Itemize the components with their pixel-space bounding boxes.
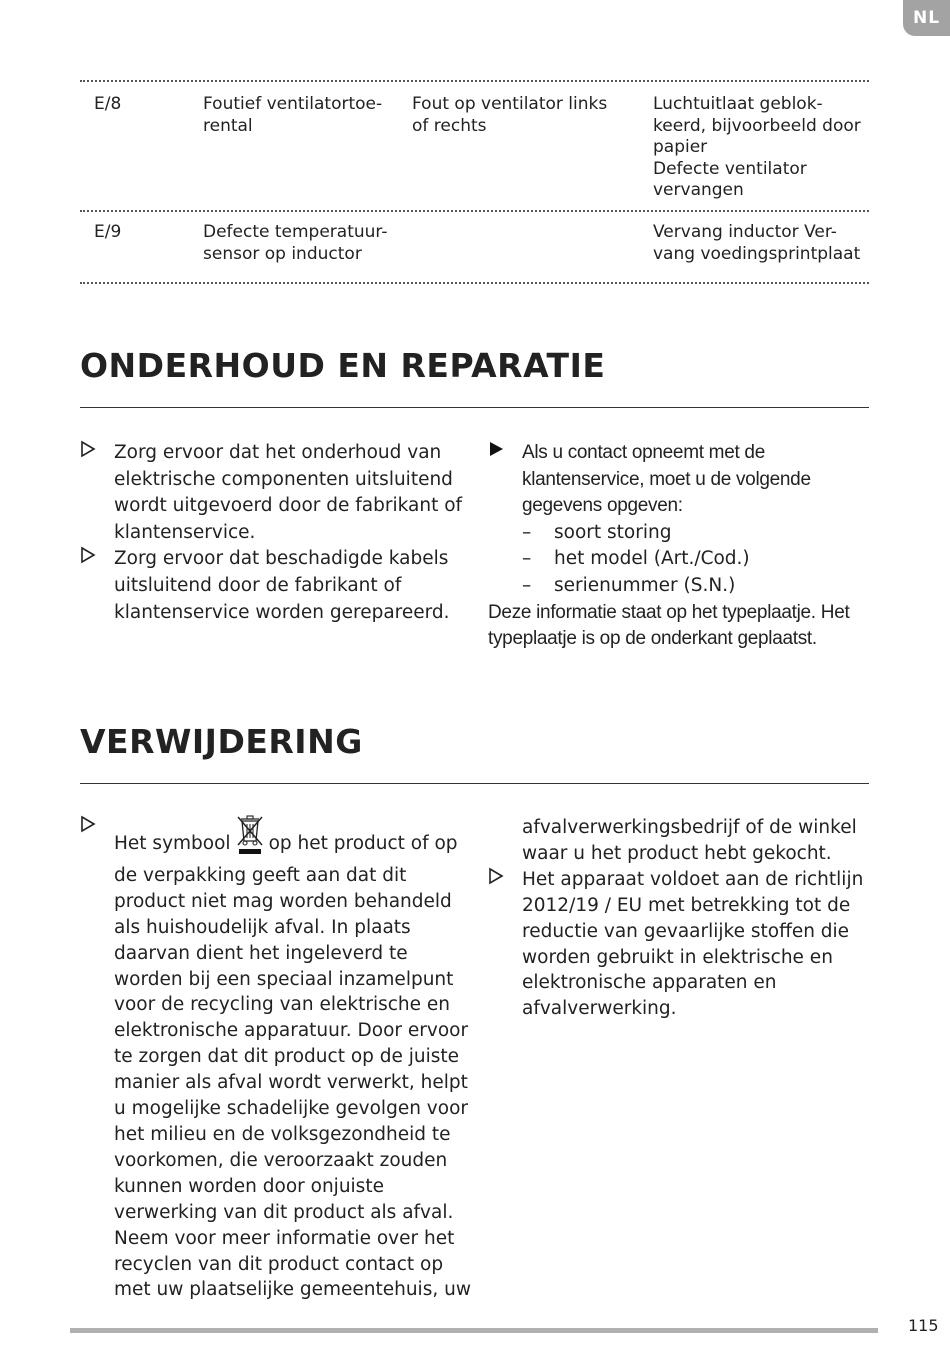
outline-triangle-bullet-icon [80,815,100,842]
section-rule [80,783,869,784]
list-item [80,546,475,626]
list-item-text: Het apparaat voldoet aan de richtlijn 2012/19 / EU met betrekking tot de reductie van gevaarlijke stoffen die worden gebruikt in elektrische en elektronische apparaten en afvalverwerking. [522,868,864,1020]
sub-list-item: – serienummer (S.N.) [488,573,873,600]
section-title-maintenance: ONDERHOUD EN REPARATIE [80,346,606,385]
list-item [80,815,475,1303]
dash-marker: – [522,548,532,570]
sub-list-item: – het model (Art./Cod.) [488,546,873,573]
table-divider [80,80,869,82]
crossed-out-wheelie-bin-icon [235,815,265,863]
list-item-text: Zorg ervoor dat het onderhoud van elektrische componenten uitsluitend wordt uitgevoerd door de fabrikant of klantenservice. [114,442,463,543]
error-code: E/8 [94,94,122,114]
outline-triangle-bullet-icon [488,867,508,894]
sub-list-item: – soort storing [488,520,873,547]
error-solution: Luchtuitlaat geblok- keerd, bijvoorbeeld door papier Defecte ventilator vervangen [653,94,861,200]
filled-triangle-bullet-icon [488,440,508,467]
list-item [488,440,873,520]
continued-text: afvalverwerkingsbedrijf of de winkel waar u het product hebt gekocht. [522,817,857,864]
list-item [488,867,873,1022]
list-item-text: Als u contact opneemt met de klantenservice, moet u de volgende gegevens opgeven: [522,442,811,517]
outline-triangle-bullet-icon [80,440,100,467]
error-description: Foutief ventilatortoe- rental [203,94,383,136]
error-cause: Fout op ventilator links of rechts [412,94,608,136]
dash-marker: – [522,574,532,596]
footer-bar [70,1328,878,1333]
table-divider [80,210,869,212]
disposal-left-column [80,815,475,1303]
error-solution: Vervang inductor Ver- vang voedingsprintplaat [653,222,861,264]
list-item-text: op het product of op de verpakking geeft aan dat dit product niet mag worden behandeld als huishoudelijk afval. In plaats daarvan dient het ingeleverd te worden bij een speciaal inzamelpunt voor de recycling van elektrische en elektronische apparatuur. Door ervoor te zorgen dat dit product op de juiste manier als afval wordt verwerkt, helpt u mogelijke schadelijke gevolgen voor het milieu en de volksgezondheid te voorkomen, die veroorzaakt zouden kunnen worden door onjuiste verwerking van dit product als afval. Neem voor meer informatie over het recyclen van dit product contact op met uw plaatselijke gemeentehuis, uw [114,833,471,1301]
language-badge: NL [903,0,950,36]
dash-marker: – [522,521,532,543]
maintenance-left-column [80,440,475,626]
maintenance-right-column [488,440,873,653]
table-divider [80,282,869,284]
outline-triangle-bullet-icon [80,546,100,573]
page-number: 115 [908,1316,939,1335]
disposal-right-column [488,815,873,1022]
list-item-text: Zorg ervoor dat beschadigde kabels uitsluitend door de fabrikant of klantenservice worden gerepareerd. [114,548,450,623]
info-note: Deze informatie staat op het typeplaatje. Het typeplaatje is op de onderkant geplaatst. [488,601,850,650]
section-rule [80,407,869,408]
list-item [80,440,475,546]
error-code: E/9 [94,222,122,242]
section-title-disposal: VERWIJDERING [80,722,363,761]
list-item-text: Het symbool [114,833,231,854]
error-description: Defecte temperatuur- sensor op inductor [203,222,388,264]
